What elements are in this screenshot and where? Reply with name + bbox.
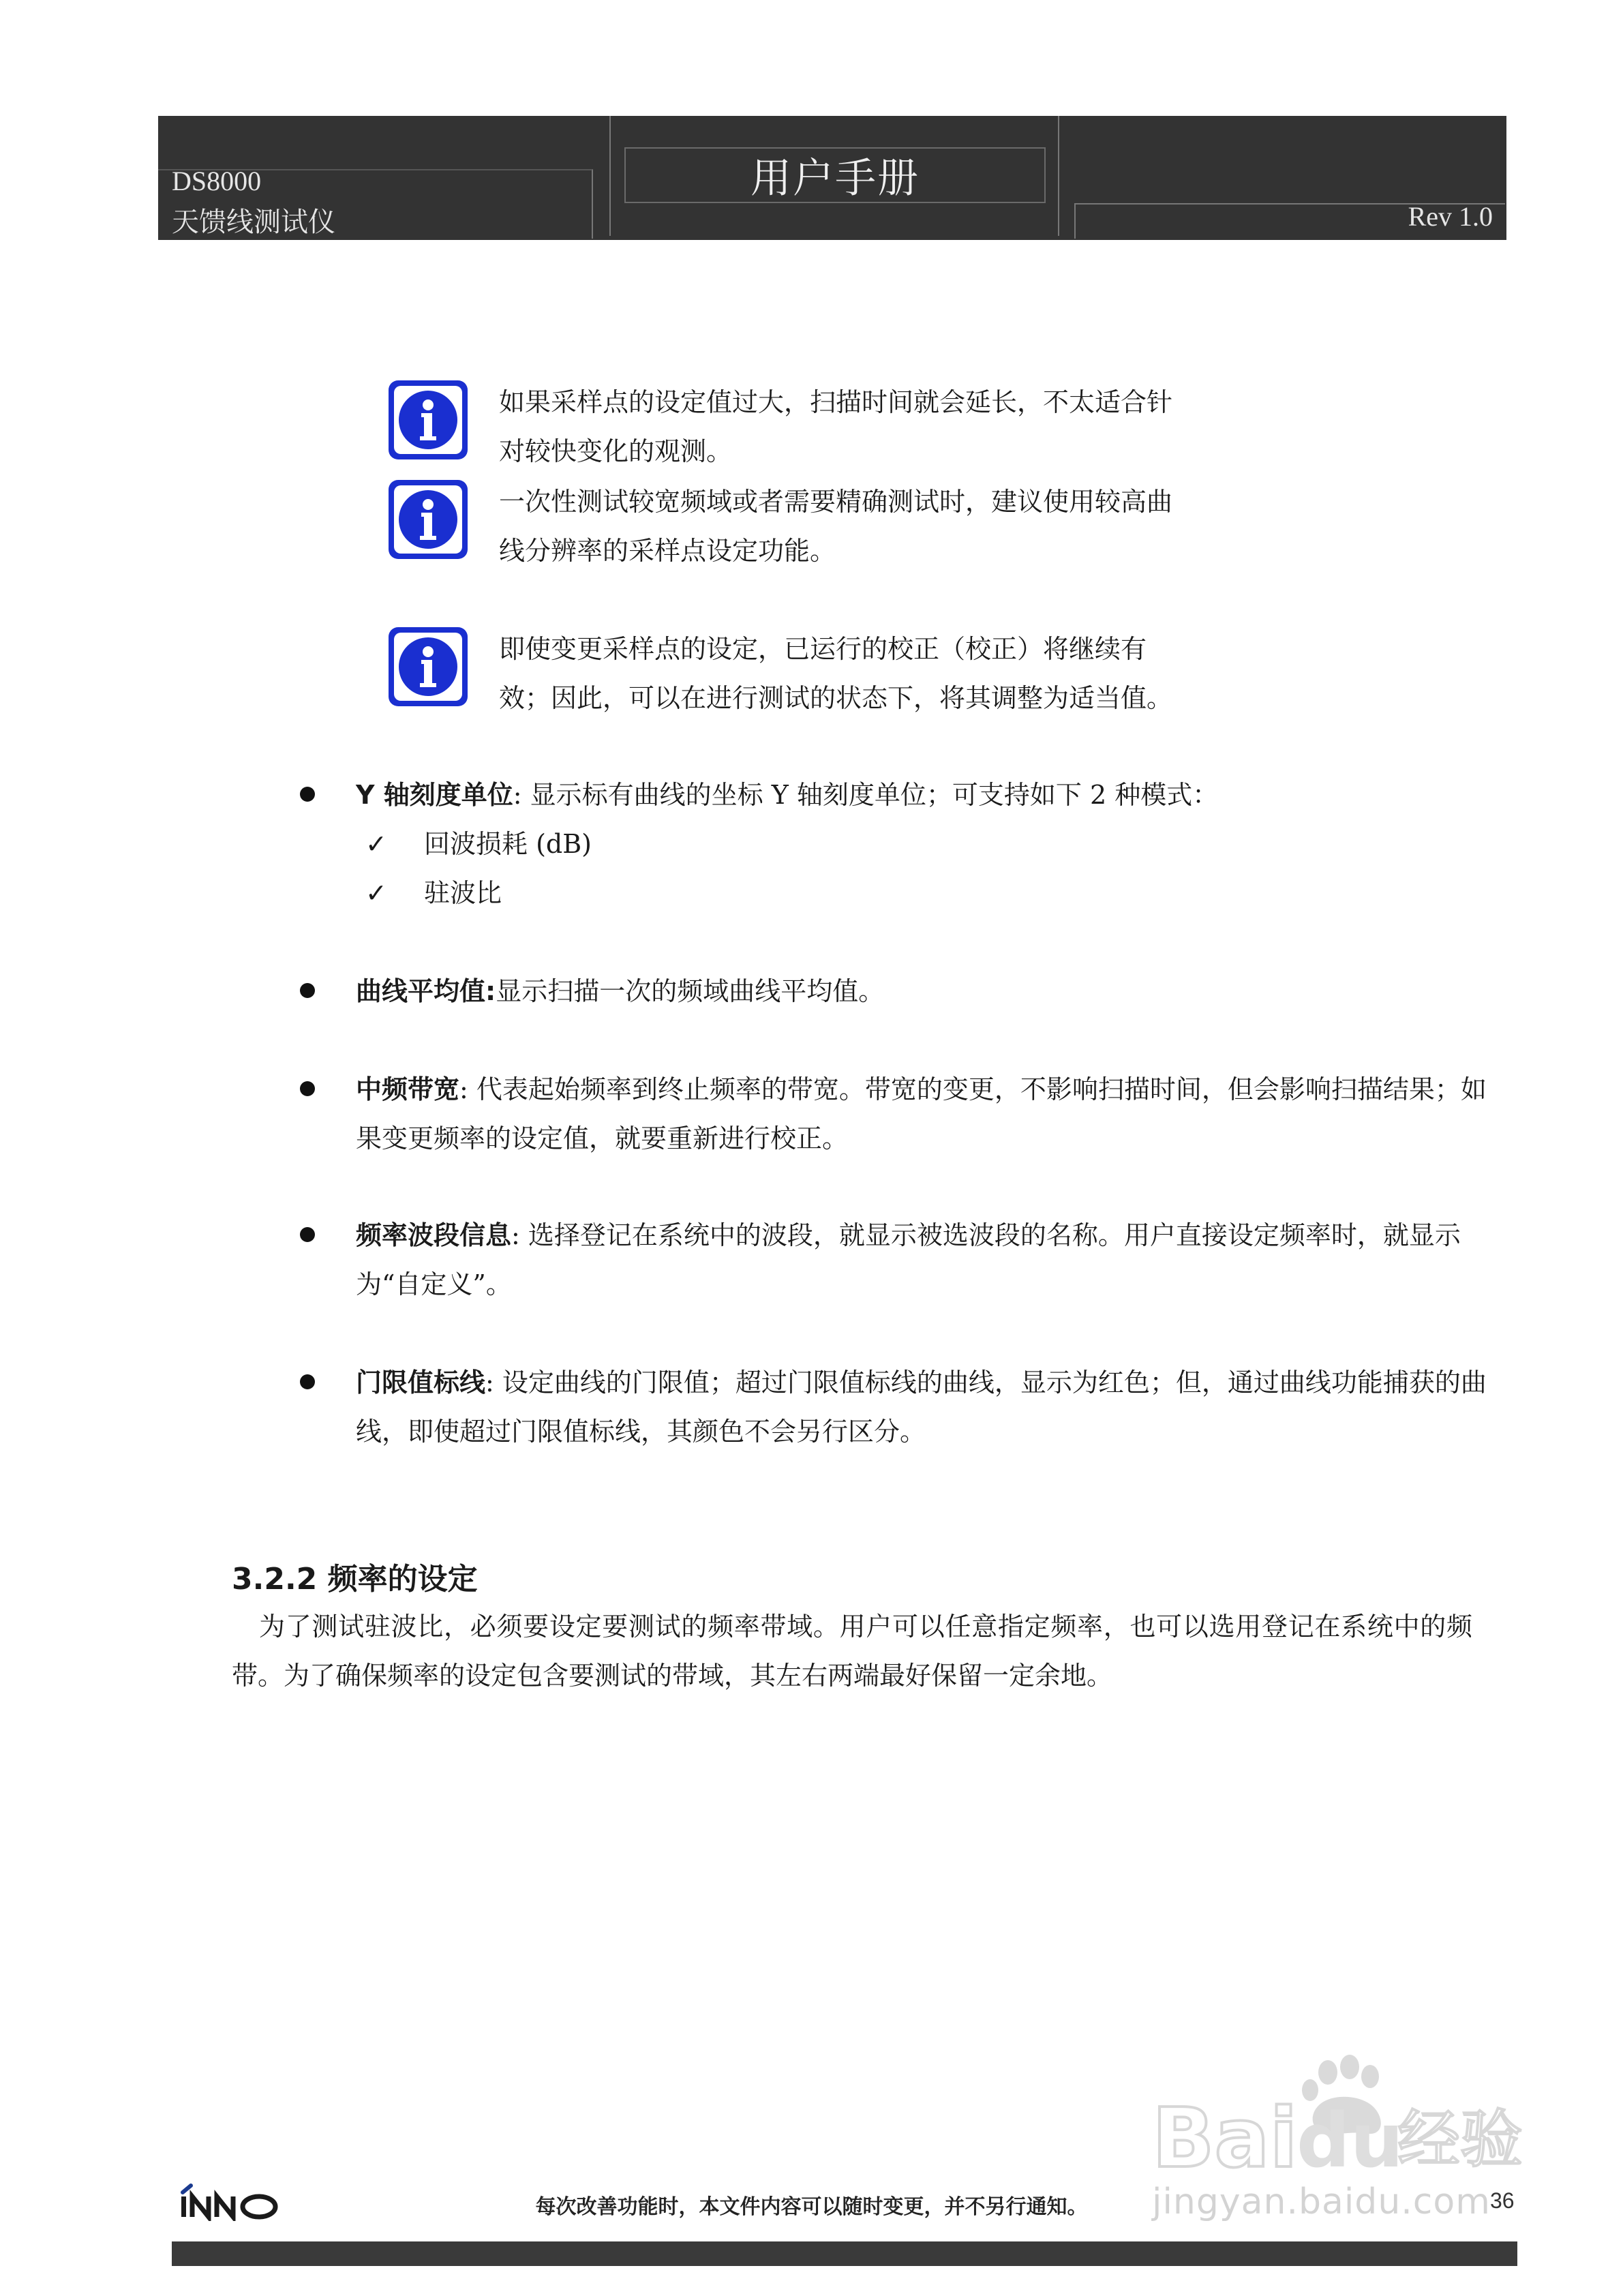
info-icon	[386, 477, 470, 562]
bullet-sep: :	[513, 780, 530, 810]
checkmark-icon: ✓	[365, 878, 387, 908]
section-title: 3.2.2 频率的设定	[232, 1562, 478, 1597]
page-number: 36	[1490, 2188, 1515, 2213]
bullet-body	[356, 1065, 1501, 1163]
bullet-body	[356, 770, 1501, 819]
checkmark-icon: ✓	[365, 829, 387, 859]
bullet-body	[356, 1211, 1501, 1309]
sub-item-label: 驻波比	[424, 878, 502, 908]
footer-bar	[172, 2241, 1517, 2266]
header-subtitle: 天馈线测试仪	[172, 207, 335, 238]
bullet-text: 显示标有曲线的坐标 Y 轴刻度单位；可支持如下 2 种模式：	[530, 780, 1219, 810]
info-icon	[386, 378, 470, 462]
bullet-text: 选择登记在系统中的波段，就显示被选波段的名称。用户直接设定频率时，就显示为“自定义”。	[356, 1220, 1461, 1299]
bullet-dot	[300, 1374, 315, 1389]
header-revision: Rev 1.0	[1408, 201, 1493, 232]
bullet-dot	[300, 1227, 315, 1242]
bullet-dot	[300, 787, 315, 802]
sub-item-vswr	[365, 868, 502, 918]
footer-disclaimer: 每次改善功能时，本文件内容可以随时变更，并不另行通知。	[535, 2195, 1088, 2219]
svg-text:du: du	[1296, 2097, 1404, 2181]
svg-text:经验: 经验	[1397, 2103, 1523, 2176]
bullet-term: 中频带宽	[356, 1074, 460, 1104]
watermark-url: jingyan.baidu.com	[1152, 2181, 1491, 2222]
bullet-dot	[300, 983, 315, 998]
bullet-body	[356, 1358, 1501, 1456]
bullet-sep: :	[485, 1368, 502, 1398]
bullet-term: Y 轴刻度单位	[356, 780, 513, 810]
header-product: DS8000	[172, 166, 262, 196]
page-header	[158, 116, 1506, 240]
header-title: 用户手册	[750, 155, 920, 202]
svg-text:Bai: Bai	[1152, 2091, 1298, 2181]
info-note-text: 即使变更采样点的设定，已运行的校正（校正）将继续有效；因此，可以在进行测试的状态下，将其调整为适当值。	[499, 634, 1173, 713]
info-note-text: 一次性测试较宽频域或者需要精确测试时，建议使用较高曲线分辨率的采样点设定功能。	[499, 487, 1173, 566]
info-note-text: 如果采样点的设定值过大，扫描时间就会延长，不太适合针对较快变化的观测。	[499, 387, 1173, 466]
baidu-paw-logo-icon	[1152, 2052, 1534, 2181]
header-title-box	[624, 147, 1046, 203]
bullet-term: 频率波段信息	[356, 1220, 512, 1250]
bullet-sep: :	[511, 1220, 528, 1250]
sub-item-return-loss	[365, 819, 592, 868]
bullet-term: 曲线平均值:	[356, 976, 496, 1006]
bullet-text: 代表起始频率到终止频率的带宽。带宽的变更，不影响扫描时间，但会影响扫描结果；如果变更频率的设定值，就要重新进行校正。	[356, 1074, 1487, 1153]
sub-item-label: 回波损耗 (dB)	[424, 829, 592, 859]
bullet-dot	[300, 1081, 315, 1096]
info-icon	[386, 624, 470, 709]
bullet-term: 门限值标线	[356, 1368, 486, 1398]
section-body: 为了测试驻波比，必须要设定要测试的频率带域。用户可以任意指定频率，也可以选用登记在系统中的频带。为了确保频率的设定包含要测试的带域，其左右两端最好保留一定余地。	[232, 1612, 1472, 1691]
bullet-text: 设定曲线的门限值；超过门限值标线的曲线，显示为红色；但，通过曲线功能捕获的曲线，即使超过门限值标线，其颜色不会另行区分。	[356, 1368, 1487, 1447]
bullet-text: 显示扫描一次的频域曲线平均值。	[496, 976, 885, 1006]
bullet-sep: :	[459, 1074, 476, 1104]
bullet-body	[356, 967, 1501, 1016]
